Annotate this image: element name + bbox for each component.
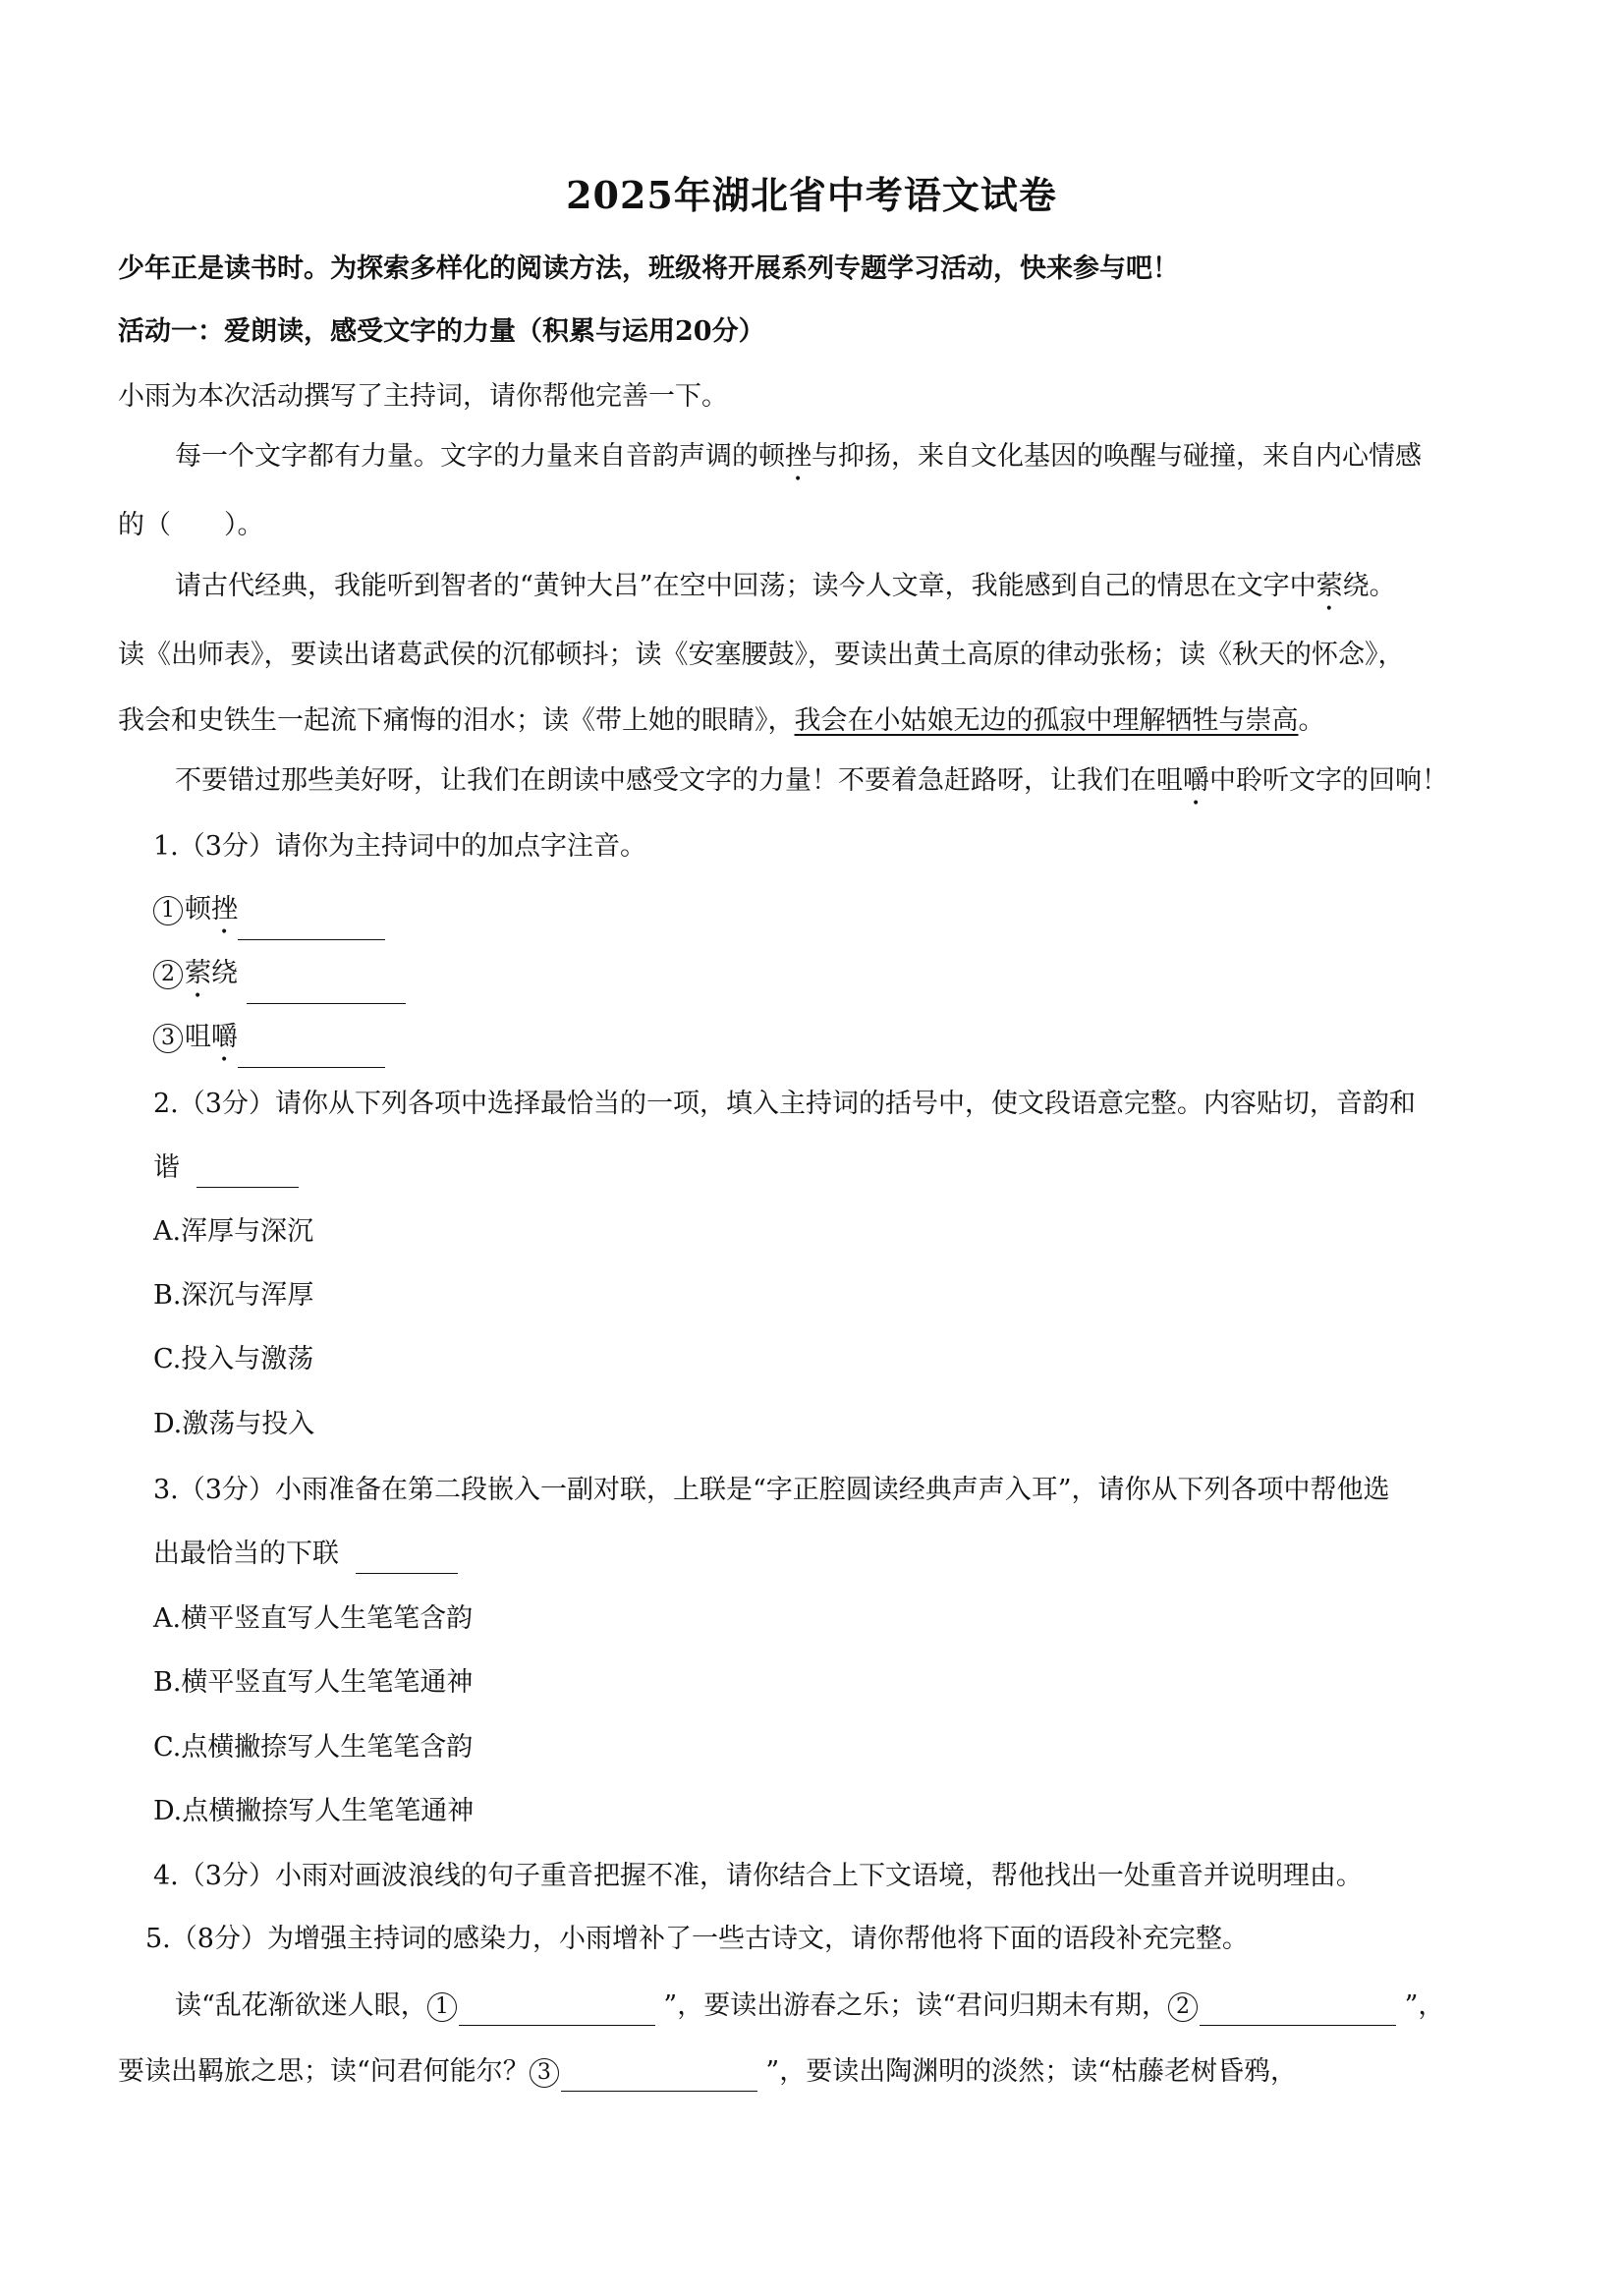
q5-text: ”， [1404,1990,1445,2021]
p2-line3-text: 我会和史铁生一起流下痛悔的泪水；读《带上她的眼睛》， [118,705,795,736]
q2-option-b[interactable]: B.深沉与浑厚 [153,1280,314,1311]
answer-blank[interactable] [238,910,385,940]
paragraph-3 [175,761,1448,812]
p1-text-b: 与抑扬，来自文化基因的唤醒与碰撞，来自内心情感 [812,441,1422,472]
q5-text: 读“乱花渐欲迷人眼， [175,1990,427,2021]
dotted-char: 萦 [185,958,211,988]
circled-number: 2 [1168,1992,1198,2022]
q3-option-c[interactable]: C.点横撇捺写人生笔笔含韵 [153,1732,474,1763]
q3-option-d[interactable]: D.点横撇捺写人生笔笔通神 [153,1796,475,1826]
answer-blank-3[interactable] [561,2061,757,2092]
question-1-stem: 1.（3分）请你为主持词中的加点字注音。 [153,831,646,862]
circled-number: 2 [153,960,183,989]
wavy-underlined-sentence: 我会在小姑娘无边的孤寂中理解牺牲与崇高 [794,705,1299,736]
intro-text: 少年正是读书时。为探索多样化的阅读方法，班级将开展系列专题学习活动，快来参与吧！ [118,253,1179,284]
q1-item-2 [153,954,406,1004]
dotted-char: 嚼 [211,1022,238,1052]
answer-blank[interactable] [247,974,406,1004]
dotted-char: 嚼 [1183,765,1209,796]
q5-line-2 [118,2052,1297,2092]
dotted-char: 萦 [1315,571,1343,601]
answer-blank-2[interactable] [1200,1995,1396,2026]
question-3-stem: 3.（3分）小雨准备在第二段嵌入一副对联，上联是“字正腔圆读经典声声入耳”，请你从下列各项中帮他选 [153,1475,1390,1505]
question-3-stem-cont [153,1535,458,1574]
p1-text-a: 每一个文字都有力量。文字的力量来自音韵声调的顿 [175,441,785,472]
answer-blank-1[interactable] [459,1995,655,2026]
q5-text: 要读出羁旅之思；读“问君何能尔？ [118,2056,530,2087]
question-2-stem: 2.（3分）请你从下列各项中选择最恰当的一项，填入主持词的括号中，使文段语意完整。内容贴切，音韵和 [153,1089,1416,1119]
q5-line-1 [175,1987,1444,2026]
q3-stem-end: 出最恰当的下联 [153,1539,339,1569]
q2-option-d[interactable]: D.激荡与投入 [153,1409,315,1439]
paragraph-2-line-3 [118,701,1325,741]
answer-blank[interactable] [238,1037,385,1068]
p2-text-a: 请古代经典，我能听到智者的“黄钟大吕”在空中回荡；读今人文章，我能感到自己的情思在文字中 [175,571,1316,601]
exam-title: 2025年湖北省中考语文试卷 [566,173,1057,217]
circled-number: 3 [530,2058,559,2088]
q1-item-text: 顿 [185,894,211,924]
q5-text: ”，要读出陶渊明的淡然；读“枯藤老树昏鸦， [765,2056,1298,2087]
q2-stem-end: 谐 [153,1152,180,1183]
circled-number: 3 [153,1024,183,1053]
host-intro: 小雨为本次活动撰写了主持词，请你帮他完善一下。 [118,381,728,412]
paragraph-2-line-2: 读《出师表》，要读出诸葛武侯的沉郁顿抖；读《安塞腰鼓》，要读出黄土高原的律动张杨；读《秋天的怀念》， [118,640,1405,670]
q2-option-c[interactable]: C.投入与激荡 [153,1344,314,1374]
q2-option-a[interactable]: A.浑厚与深沉 [153,1216,314,1247]
p2-text-b: 绕。 [1342,571,1396,601]
q1-item-text: 咀 [185,1022,211,1052]
q1-item-1 [153,890,385,940]
paragraph-2-line-1 [175,567,1396,617]
q1-item-3 [153,1018,385,1068]
circled-number: 1 [153,896,183,925]
activity-heading: 活动一：爱朗读，感受文字的力量（积累与运用20分） [118,316,765,347]
q5-text: ”，要读出游春之乐；读“君问归期未有期， [663,1990,1169,2021]
dotted-char: 挫 [785,441,812,472]
q1-item-text: 绕 [211,958,238,988]
answer-blank[interactable] [196,1157,299,1188]
p3-text-b: 中聆听文字的回响！ [1209,765,1448,796]
circled-number: 1 [427,1992,457,2022]
q3-option-a[interactable]: A.横平竖直写人生笔笔含韵 [153,1603,474,1634]
p3-text-a: 不要错过那些美好呀，让我们在朗读中感受文字的力量！不要着急赶路呀，让我们在咀 [175,765,1183,796]
question-5-stem: 5.（8分）为增强主持词的感染力，小雨增补了一些古诗文，请你帮他将下面的语段补充完整。 [145,1924,1249,1954]
p2-line3-end: 。 [1298,705,1325,736]
paragraph-1-line-2: 的（ ）。 [118,510,264,540]
question-2-stem-cont [153,1148,299,1188]
answer-blank[interactable] [356,1543,458,1574]
question-4-stem: 4.（3分）小雨对画波浪线的句子重音把握不准，请你结合上下文语境，帮他找出一处重音并说明理由。 [153,1861,1363,1891]
dotted-char: 挫 [211,894,238,924]
q3-option-b[interactable]: B.横平竖直写人生笔笔通神 [153,1667,474,1698]
paragraph-1-line-1 [175,437,1422,487]
